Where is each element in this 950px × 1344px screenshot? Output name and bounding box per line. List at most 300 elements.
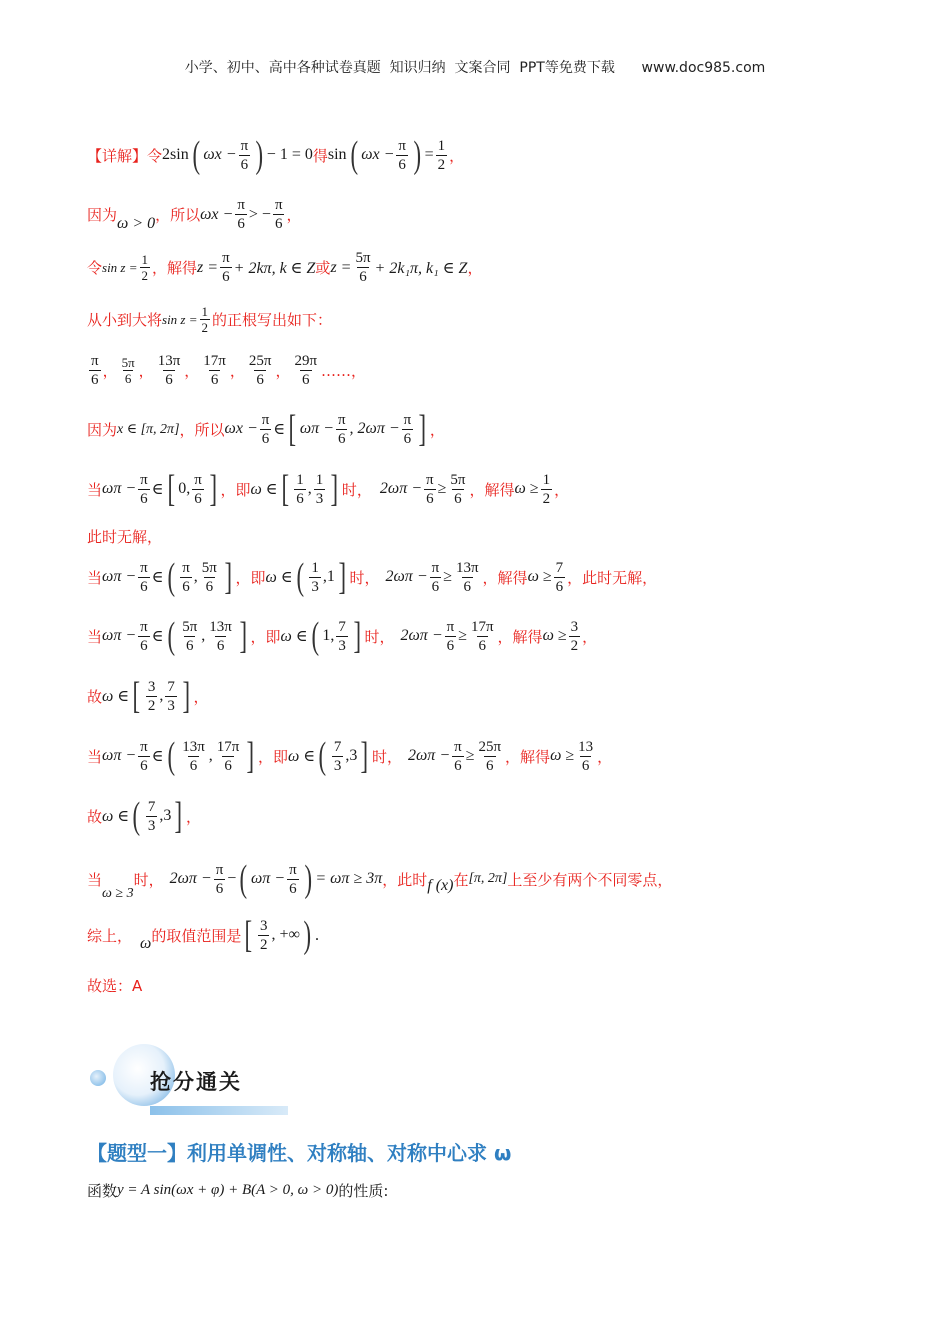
math-text: ωπ − bbox=[250, 870, 286, 887]
numerator: π bbox=[240, 137, 249, 154]
equation bbox=[170, 860, 383, 898]
fraction bbox=[180, 618, 199, 655]
math-text: ωx − bbox=[203, 146, 237, 163]
equation bbox=[102, 470, 220, 508]
math-text: ∈ bbox=[151, 628, 164, 645]
denominator: 3 bbox=[167, 697, 175, 714]
denominator: 6 bbox=[222, 269, 230, 285]
numerator: π bbox=[215, 861, 224, 878]
numerator: 13 bbox=[578, 738, 594, 755]
denominator: 6 bbox=[289, 880, 297, 897]
denominator: 2 bbox=[141, 268, 149, 283]
solution-line-9 bbox=[87, 558, 657, 596]
numerator: 29π bbox=[294, 353, 318, 369]
numerator: 5π bbox=[450, 471, 466, 488]
fraction bbox=[258, 917, 270, 954]
text: 当 bbox=[87, 568, 103, 587]
equation bbox=[162, 304, 212, 335]
bracket-close: ] bbox=[246, 735, 255, 777]
text: . bbox=[314, 926, 320, 944]
fraction bbox=[336, 618, 348, 655]
paren-open: ( bbox=[311, 615, 319, 657]
denominator: 3 bbox=[338, 637, 346, 654]
denominator: 6 bbox=[91, 372, 99, 388]
fraction bbox=[180, 738, 207, 775]
math-text: + 2k₁π, k₁ ∈ Z bbox=[374, 259, 468, 277]
fraction bbox=[292, 352, 319, 389]
math-text: ω ∈ bbox=[280, 628, 308, 645]
solution-line-5 bbox=[87, 352, 366, 389]
solution-line-4 bbox=[87, 304, 332, 335]
text: ， bbox=[467, 259, 483, 277]
numerator: 13π bbox=[182, 738, 205, 755]
section-title: 【题型一】利用单调性、对称轴、对称中心求 ω bbox=[87, 1141, 512, 1165]
numerator: 5π bbox=[121, 355, 135, 370]
text: ，即 bbox=[250, 627, 281, 646]
text: ，解得 bbox=[505, 747, 551, 766]
fraction bbox=[294, 471, 306, 508]
numerator: π bbox=[289, 861, 297, 878]
ellipsis: …… bbox=[321, 361, 352, 380]
denominator: 3 bbox=[311, 578, 319, 595]
fraction bbox=[576, 738, 595, 775]
equation bbox=[386, 559, 483, 596]
paren-open: ( bbox=[350, 134, 358, 176]
denominator: 2 bbox=[147, 697, 156, 714]
solution-line-16 bbox=[87, 975, 142, 996]
numerator: 7 bbox=[338, 618, 346, 635]
fraction bbox=[260, 411, 272, 448]
text: ，即 bbox=[258, 747, 289, 766]
numerator: π bbox=[222, 250, 230, 266]
denominator: 2 bbox=[259, 936, 268, 953]
text: ， bbox=[184, 362, 200, 380]
numerator: 25π bbox=[248, 353, 272, 369]
denominator: 6 bbox=[237, 216, 245, 232]
equation bbox=[408, 738, 505, 775]
denominator: 6 bbox=[555, 578, 564, 595]
math-text: ω ∈ bbox=[288, 748, 316, 765]
math-text: > − bbox=[248, 205, 271, 223]
fraction bbox=[207, 618, 234, 655]
text: 当 bbox=[87, 480, 103, 499]
text: ，所以 bbox=[155, 206, 201, 224]
math-text: , +∞ bbox=[271, 926, 300, 943]
math-text: ∈ bbox=[151, 569, 164, 586]
bracket-open: [ bbox=[167, 468, 175, 510]
math-text: ≥ bbox=[458, 627, 467, 644]
numerator: π bbox=[194, 471, 202, 488]
denominator: 6 bbox=[216, 637, 225, 654]
numerator: 5π bbox=[355, 250, 371, 266]
denominator: 6 bbox=[240, 156, 249, 173]
fraction bbox=[138, 738, 150, 775]
equation bbox=[102, 677, 193, 715]
equation bbox=[102, 252, 152, 283]
denominator: 3 bbox=[147, 817, 156, 834]
fraction bbox=[138, 618, 150, 655]
numerator: 5π bbox=[182, 618, 198, 635]
denominator: 6 bbox=[337, 430, 346, 447]
equation bbox=[330, 249, 467, 286]
fraction bbox=[541, 471, 553, 508]
section-intro bbox=[87, 1180, 388, 1201]
fraction bbox=[445, 618, 457, 655]
bracket-close: ] bbox=[239, 615, 247, 657]
numerator: 7 bbox=[333, 738, 342, 755]
denominator: 6 bbox=[215, 880, 224, 897]
paren-close: ) bbox=[255, 134, 264, 176]
math-text: 2ωπ − bbox=[169, 870, 212, 887]
math-text: ω ∈ bbox=[102, 688, 130, 705]
math-text: = ωπ ≥ 3π bbox=[315, 870, 383, 887]
math-text: y = A sin(ωx + φ) + B(A > 0, ω > 0) bbox=[117, 1182, 339, 1198]
numerator: 17π bbox=[216, 738, 240, 755]
math-text: ωπ − bbox=[102, 627, 137, 644]
math-text: ≥ bbox=[465, 747, 475, 764]
math-text: sin z = bbox=[162, 311, 198, 327]
bracket-close: ] bbox=[330, 468, 339, 510]
fraction bbox=[138, 471, 150, 508]
numerator: π bbox=[237, 197, 245, 213]
numerator: π bbox=[140, 738, 148, 755]
solution-line-10 bbox=[87, 617, 597, 655]
numerator: π bbox=[337, 411, 346, 428]
denominator: 6 bbox=[426, 490, 434, 507]
bracket-close: ] bbox=[209, 468, 217, 510]
math-text: , bbox=[208, 747, 213, 764]
equation bbox=[102, 797, 186, 835]
text: ， bbox=[582, 627, 598, 646]
denominator: 6 bbox=[302, 372, 310, 388]
denominator: 2 bbox=[437, 156, 446, 173]
numerator: 1 bbox=[311, 559, 319, 576]
text: 函数 bbox=[87, 1182, 118, 1200]
equation bbox=[118, 355, 139, 386]
denominator: 6 bbox=[463, 578, 471, 595]
math-text: , bbox=[307, 480, 312, 497]
fraction bbox=[469, 618, 496, 655]
denominator: 6 bbox=[140, 757, 148, 774]
paren-close: ) bbox=[304, 858, 312, 900]
math-text: sin z = bbox=[102, 259, 138, 275]
math-text: sin bbox=[327, 146, 347, 163]
fraction bbox=[309, 559, 321, 596]
numerator: π bbox=[274, 197, 283, 213]
math-text: ≥ bbox=[443, 568, 452, 585]
fraction bbox=[200, 304, 211, 335]
denominator: 6 bbox=[140, 578, 148, 595]
solution-line-2 bbox=[87, 196, 302, 233]
numerator: π bbox=[403, 411, 412, 428]
numerator: π bbox=[454, 738, 462, 755]
bracket-close: ] bbox=[182, 675, 190, 717]
denominator: 6 bbox=[581, 757, 590, 774]
fraction bbox=[146, 678, 158, 715]
math-text: ω ≥ bbox=[514, 480, 539, 497]
denominator: 6 bbox=[194, 490, 202, 507]
paren-open: ( bbox=[239, 858, 248, 900]
solution-line-15 bbox=[87, 916, 319, 954]
denominator: 6 bbox=[224, 757, 232, 774]
fraction bbox=[273, 196, 285, 233]
numerator: 13π bbox=[455, 559, 479, 576]
numerator: 7 bbox=[555, 559, 564, 576]
math-text: 2ωπ − bbox=[385, 568, 428, 585]
text: 在 bbox=[453, 870, 469, 889]
math-text: x ∈ [π, 2π] bbox=[117, 421, 180, 437]
denominator: 6 bbox=[261, 430, 270, 447]
denominator: 6 bbox=[274, 216, 283, 232]
equation bbox=[162, 136, 313, 174]
text: 的正根写出如下： bbox=[212, 311, 333, 329]
fraction bbox=[215, 738, 242, 775]
equation bbox=[266, 558, 350, 596]
numerator: 1 bbox=[141, 252, 149, 267]
numerator: 7 bbox=[167, 678, 175, 695]
page-header: 小学、初中、高中各种试卷真题 知识归纳 文案合同 PPT等免费下载 www.doc985.com bbox=[184, 60, 766, 76]
numerator: π bbox=[431, 559, 440, 576]
bracket-close: ] bbox=[224, 556, 232, 598]
text: 的性质: bbox=[338, 1182, 389, 1200]
numerator: 13π bbox=[209, 618, 232, 635]
bracket-open: [ bbox=[281, 468, 289, 510]
math-text: 2ωπ − bbox=[379, 480, 423, 497]
math-text: z = bbox=[197, 258, 219, 276]
math-text: ωπ − bbox=[102, 568, 137, 585]
equation bbox=[401, 618, 498, 655]
denominator: 6 bbox=[403, 430, 412, 447]
numerator: π bbox=[398, 137, 406, 154]
numerator: 3 bbox=[147, 678, 156, 695]
paren-open: ( bbox=[192, 134, 200, 176]
math-text: 0, bbox=[178, 480, 191, 497]
math-text: 2ωπ − bbox=[408, 747, 451, 764]
text: ， bbox=[597, 747, 613, 766]
text: ， bbox=[138, 362, 154, 380]
text: 此时无解， bbox=[87, 528, 163, 546]
fraction bbox=[332, 738, 344, 775]
numerator: 1 bbox=[437, 137, 446, 154]
math-text: ωπ − bbox=[102, 480, 137, 497]
fraction bbox=[247, 352, 274, 389]
text: 或 bbox=[315, 259, 331, 277]
equation bbox=[328, 136, 449, 174]
math-text: , bbox=[193, 568, 198, 585]
numerator: 7 bbox=[147, 798, 156, 815]
denominator: 6 bbox=[124, 371, 132, 386]
equation bbox=[250, 470, 341, 508]
bracket-close: ] bbox=[418, 408, 427, 450]
denominator: 6 bbox=[185, 637, 194, 654]
text: 当 bbox=[87, 747, 103, 766]
denominator: 6 bbox=[189, 757, 198, 774]
text: ，解得 bbox=[482, 568, 528, 587]
paren-open: ( bbox=[296, 556, 304, 598]
text: 故 bbox=[87, 807, 103, 826]
solution-line-8 bbox=[87, 526, 162, 547]
text: 时， bbox=[364, 627, 395, 646]
fraction bbox=[569, 618, 581, 655]
equation bbox=[550, 738, 597, 775]
numerator: 13π bbox=[157, 353, 181, 369]
text: ， bbox=[429, 420, 445, 439]
numerator: π bbox=[91, 353, 99, 369]
numerator: π bbox=[140, 471, 148, 488]
denominator: 6 bbox=[165, 372, 173, 388]
solution-line-14 bbox=[87, 856, 672, 902]
paren-open: ( bbox=[167, 615, 175, 657]
numerator: 5π bbox=[201, 559, 217, 576]
bracket-open: [ bbox=[288, 408, 297, 450]
denominator: 2 bbox=[570, 637, 579, 654]
equation bbox=[197, 249, 315, 286]
paren-close: ) bbox=[303, 914, 312, 956]
equation bbox=[225, 410, 430, 448]
text: ， bbox=[449, 146, 465, 165]
equation bbox=[528, 559, 568, 596]
numerator: π bbox=[182, 559, 190, 576]
text: ， bbox=[193, 687, 209, 706]
fraction bbox=[138, 559, 150, 596]
fraction bbox=[146, 798, 158, 835]
text: ，即 bbox=[220, 480, 251, 499]
fraction bbox=[120, 355, 137, 386]
bracket-open: [ bbox=[132, 675, 141, 717]
paren-open: ( bbox=[167, 556, 175, 598]
math-text: ω ≥ bbox=[542, 627, 567, 644]
fraction bbox=[476, 738, 503, 775]
math-text: , 2ωπ − bbox=[349, 420, 400, 437]
fraction bbox=[180, 559, 192, 596]
math-text: ω ∈ bbox=[102, 808, 130, 825]
text: ，此时 bbox=[382, 870, 428, 889]
numerator: 1 bbox=[315, 471, 324, 488]
numerator: 3 bbox=[259, 917, 268, 934]
denominator: 6 bbox=[454, 490, 462, 507]
numerator: π bbox=[140, 559, 148, 576]
fraction bbox=[353, 249, 372, 286]
math-text: ≥ bbox=[437, 480, 447, 497]
equation bbox=[87, 352, 103, 389]
solution-line-7 bbox=[87, 470, 569, 508]
fraction bbox=[448, 471, 467, 508]
math-text: [π, 2π] bbox=[468, 871, 508, 886]
answer-choice: 故选：A bbox=[87, 977, 143, 995]
denominator: 6 bbox=[140, 637, 148, 654]
fraction bbox=[140, 252, 151, 283]
denominator: 6 bbox=[359, 269, 367, 285]
text: 令 bbox=[147, 146, 163, 165]
fraction bbox=[402, 411, 414, 448]
text: 时， bbox=[349, 568, 380, 587]
math-text: ,1 bbox=[322, 568, 335, 585]
badge-dot-decoration bbox=[90, 1070, 106, 1086]
denominator: 6 bbox=[431, 578, 440, 595]
denominator: 6 bbox=[398, 156, 406, 173]
text: ， bbox=[229, 362, 245, 380]
math-text: f (x) bbox=[427, 877, 454, 894]
math-text: − 1 = 0 bbox=[266, 146, 313, 163]
math-text: ωx − bbox=[224, 420, 258, 437]
text: 时， bbox=[133, 870, 164, 889]
math-text: ω ∈ bbox=[265, 569, 293, 586]
solution-line-11 bbox=[87, 677, 208, 715]
math-text: 2ωπ − bbox=[400, 627, 443, 644]
math-text: ∈ bbox=[151, 748, 164, 765]
bracket-open: [ bbox=[244, 914, 253, 956]
math-text: ,3 bbox=[159, 807, 172, 824]
fraction bbox=[436, 137, 448, 174]
denominator: 6 bbox=[296, 490, 304, 507]
math-text: ∈ bbox=[151, 481, 164, 498]
bracket-close: ] bbox=[353, 615, 361, 657]
badge-underline-bar bbox=[150, 1106, 288, 1115]
fraction bbox=[287, 861, 299, 898]
denominator: 6 bbox=[210, 372, 219, 388]
denominator: 2 bbox=[201, 320, 209, 335]
equation bbox=[543, 618, 583, 655]
solution-line-13 bbox=[87, 797, 201, 835]
denominator: 3 bbox=[315, 490, 324, 507]
text: ， bbox=[102, 362, 118, 380]
fraction bbox=[336, 411, 348, 448]
solution-line-3 bbox=[87, 249, 482, 286]
numerator: 1 bbox=[542, 471, 551, 488]
fraction bbox=[424, 471, 436, 508]
fraction bbox=[239, 137, 251, 174]
paren-open: ( bbox=[318, 735, 327, 777]
math-text: ∈ bbox=[273, 421, 286, 438]
math-text: ω bbox=[140, 935, 152, 952]
fraction bbox=[165, 678, 177, 715]
numerator: π bbox=[426, 471, 434, 488]
math-text: 1, bbox=[322, 627, 335, 644]
equation bbox=[154, 352, 185, 389]
math-text: , bbox=[201, 627, 206, 644]
denominator: 6 bbox=[454, 757, 462, 774]
fraction bbox=[156, 352, 183, 389]
math-text: + 2kπ, k ∈ Z bbox=[233, 259, 316, 277]
math-text: ωx − bbox=[361, 146, 395, 163]
fraction bbox=[89, 352, 101, 389]
fraction bbox=[235, 196, 247, 233]
text: ，解得 bbox=[469, 480, 515, 499]
denominator: 6 bbox=[205, 578, 214, 595]
numerator: π bbox=[261, 411, 270, 428]
fraction bbox=[454, 559, 481, 596]
math-text: ω ≥ 3 bbox=[102, 886, 134, 901]
math-text: ω ≥ bbox=[527, 568, 552, 585]
text: ，解得 bbox=[497, 627, 543, 646]
paren-close: ) bbox=[413, 134, 422, 176]
fraction bbox=[554, 559, 566, 596]
equation bbox=[200, 196, 286, 233]
equation bbox=[281, 617, 365, 655]
detail-label: 【详解】 bbox=[87, 146, 148, 165]
fraction bbox=[200, 559, 219, 596]
denominator: 3 bbox=[333, 757, 342, 774]
text: ， bbox=[185, 807, 201, 826]
equation bbox=[102, 558, 236, 596]
numerator: π bbox=[140, 618, 148, 635]
text: 当 bbox=[87, 870, 103, 889]
text: 综上， bbox=[87, 926, 133, 945]
text: 得 bbox=[312, 146, 328, 165]
text: 因为 bbox=[87, 206, 118, 224]
text: ，所以 bbox=[179, 420, 225, 439]
fraction bbox=[452, 738, 464, 775]
